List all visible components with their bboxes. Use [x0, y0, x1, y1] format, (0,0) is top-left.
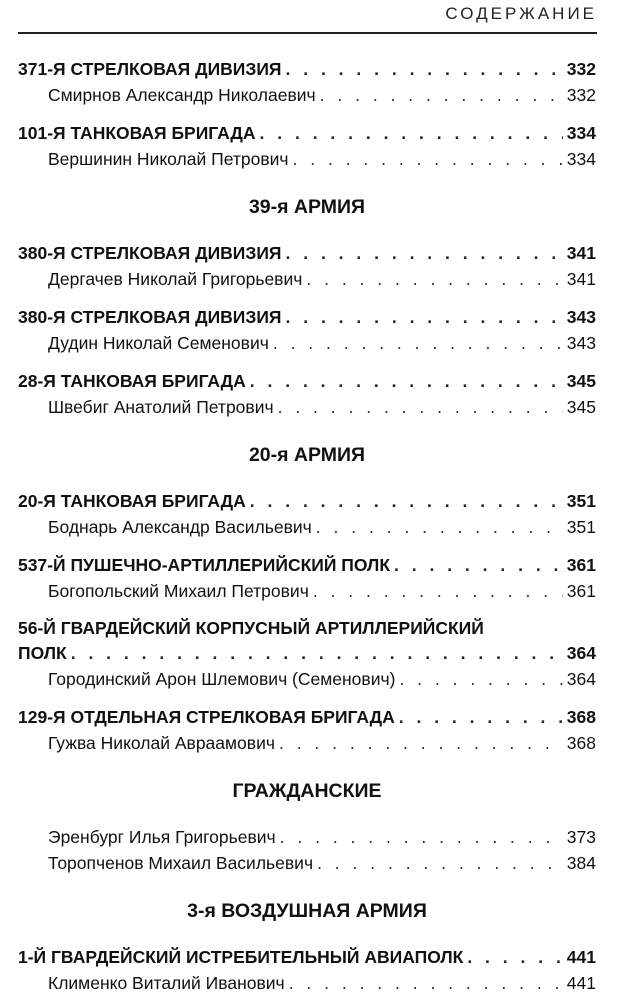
dot-leader	[280, 824, 563, 850]
toc-section	[18, 778, 596, 876]
page-number: 332	[566, 59, 596, 79]
unit-entry[interactable]	[18, 944, 596, 970]
page-number: 341	[566, 243, 596, 263]
page-number: 334	[566, 123, 596, 143]
unit-title-line: 56-Й ГВАРДЕЙСКИЙ КОРПУСНЫЙ АРТИЛЛЕРИЙСКИЙ	[18, 618, 484, 638]
page-number: 345	[566, 397, 596, 417]
person-entry[interactable]	[18, 266, 596, 292]
dot-leader	[250, 368, 563, 394]
army-heading: 20-я АРМИЯ	[248, 444, 366, 466]
person-name: Гужва Николай Авраамович	[48, 733, 275, 753]
dot-leader	[273, 330, 563, 356]
page-number: 351	[566, 517, 596, 537]
army-heading: 39-я АРМИЯ	[248, 196, 366, 218]
page-number: 361	[566, 581, 596, 601]
page-number: 441	[566, 947, 596, 967]
person-entry[interactable]	[18, 578, 596, 604]
person-entry[interactable]	[18, 146, 596, 172]
page-number: 332	[566, 85, 596, 105]
person-name: Дергачев Николай Григорьевич	[48, 269, 303, 289]
dot-leader	[260, 120, 563, 146]
page-number: 343	[566, 333, 596, 353]
page-number: 441	[566, 973, 596, 993]
table-of-contents	[18, 56, 596, 1008]
unit-title: 101-Я ТАНКОВАЯ БРИГАДА	[18, 123, 256, 143]
toc-group	[18, 616, 596, 692]
toc-group	[18, 120, 596, 172]
page-number: 368	[566, 707, 596, 727]
unit-title: 537-Й ПУШЕЧНО-АРТИЛЛЕРИЙСКИЙ ПОЛК	[18, 555, 391, 575]
person-entry[interactable]	[18, 82, 596, 108]
dot-leader	[286, 56, 563, 82]
dot-leader	[289, 970, 563, 996]
unit-title: 129-Я ОТДЕЛЬНАЯ СТРЕЛКОВАЯ БРИГАДА	[18, 707, 395, 727]
unit-title: 20-Я ТАНКОВАЯ БРИГАДА	[18, 491, 246, 511]
person-name: Швебиг Анатолий Петрович	[48, 397, 274, 417]
page-number: 341	[566, 269, 596, 289]
unit-entry[interactable]	[18, 640, 596, 666]
page-number: 343	[566, 307, 596, 327]
person-entry[interactable]	[18, 394, 596, 420]
toc-section	[18, 56, 596, 172]
toc-group	[18, 824, 596, 876]
person-entry[interactable]	[18, 970, 596, 996]
person-name: Дудин Николай Семенович	[48, 333, 269, 353]
toc-group	[18, 488, 596, 540]
dot-leader	[279, 730, 563, 756]
person-name: Клименко Виталий Иванович	[48, 973, 285, 993]
unit-title: 380-Я СТРЕЛКОВАЯ ДИВИЗИЯ	[18, 307, 282, 327]
page-number: 364	[566, 669, 596, 689]
unit-entry[interactable]	[18, 368, 596, 394]
page-number: 373	[566, 827, 596, 847]
unit-title: 1-Й ГВАРДЕЙСКИЙ ИСТРЕБИТЕЛЬНЫЙ АВИАПОЛК	[18, 947, 464, 967]
unit-entry[interactable]	[18, 304, 596, 330]
unit-entry[interactable]	[18, 240, 596, 266]
toc-group	[18, 368, 596, 420]
dot-leader	[286, 240, 563, 266]
toc-group	[18, 56, 596, 108]
page-number: 384	[566, 853, 596, 873]
unit-entry[interactable]	[18, 552, 596, 578]
dot-leader	[317, 850, 563, 876]
toc-group	[18, 552, 596, 604]
dot-leader	[320, 82, 563, 108]
page-number: 361	[566, 555, 596, 575]
unit-entry[interactable]	[18, 56, 596, 82]
person-entry[interactable]	[18, 514, 596, 540]
dot-leader	[399, 666, 562, 692]
dot-leader	[286, 304, 563, 330]
toc-section	[18, 194, 596, 420]
header-rule	[18, 32, 597, 34]
unit-entry[interactable]	[18, 704, 596, 730]
unit-title: 28-Я ТАНКОВАЯ БРИГАДА	[18, 371, 246, 391]
dot-leader	[316, 514, 563, 540]
toc-group	[18, 704, 596, 756]
unit-title: ПОЛК	[18, 643, 67, 663]
person-entry[interactable]	[18, 824, 596, 850]
toc-group	[18, 240, 596, 292]
unit-entry[interactable]	[18, 120, 596, 146]
unit-entry[interactable]	[18, 488, 596, 514]
person-entry[interactable]	[18, 730, 596, 756]
unit-title: 371-Я СТРЕЛКОВАЯ ДИВИЗИЯ	[18, 59, 282, 79]
page-number: 345	[566, 371, 596, 391]
unit-title: 380-Я СТРЕЛКОВАЯ ДИВИЗИЯ	[18, 243, 282, 263]
dot-leader	[71, 640, 563, 666]
person-name: Богопольский Михаил Петрович	[48, 581, 309, 601]
toc-section	[18, 442, 596, 756]
person-name: Смирнов Александр Николаевич	[48, 85, 316, 105]
dot-leader	[250, 488, 563, 514]
toc-group	[18, 304, 596, 356]
page-number: 334	[566, 149, 596, 169]
dot-leader	[306, 266, 562, 292]
person-name: Эренбург Илья Григорьевич	[48, 827, 276, 847]
dot-leader	[399, 704, 563, 730]
page-number: 364	[566, 643, 596, 663]
running-head: СОДЕРЖАНИЕ	[445, 4, 597, 23]
person-entry[interactable]	[18, 666, 596, 692]
toc-section	[18, 898, 596, 996]
dot-leader	[293, 146, 563, 172]
page-number: 368	[566, 733, 596, 753]
toc-group	[18, 944, 596, 996]
dot-leader	[313, 578, 563, 604]
dot-leader	[278, 394, 563, 420]
person-name: Вершинин Николай Петрович	[48, 149, 289, 169]
person-name: Городинский Арон Шлемович (Семенович)	[48, 669, 396, 689]
army-heading: 3-я ВОЗДУШНАЯ АРМИЯ	[187, 900, 427, 922]
page-number: 351	[566, 491, 596, 511]
dot-leader	[394, 552, 563, 578]
person-name: Боднарь Александр Васильевич	[48, 517, 312, 537]
person-entry[interactable]	[18, 330, 596, 356]
person-entry[interactable]	[18, 850, 596, 876]
dot-leader	[467, 944, 562, 970]
army-heading: ГРАЖДАНСКИЕ	[232, 780, 382, 802]
person-name: Торопченов Михаил Васильевич	[48, 853, 314, 873]
